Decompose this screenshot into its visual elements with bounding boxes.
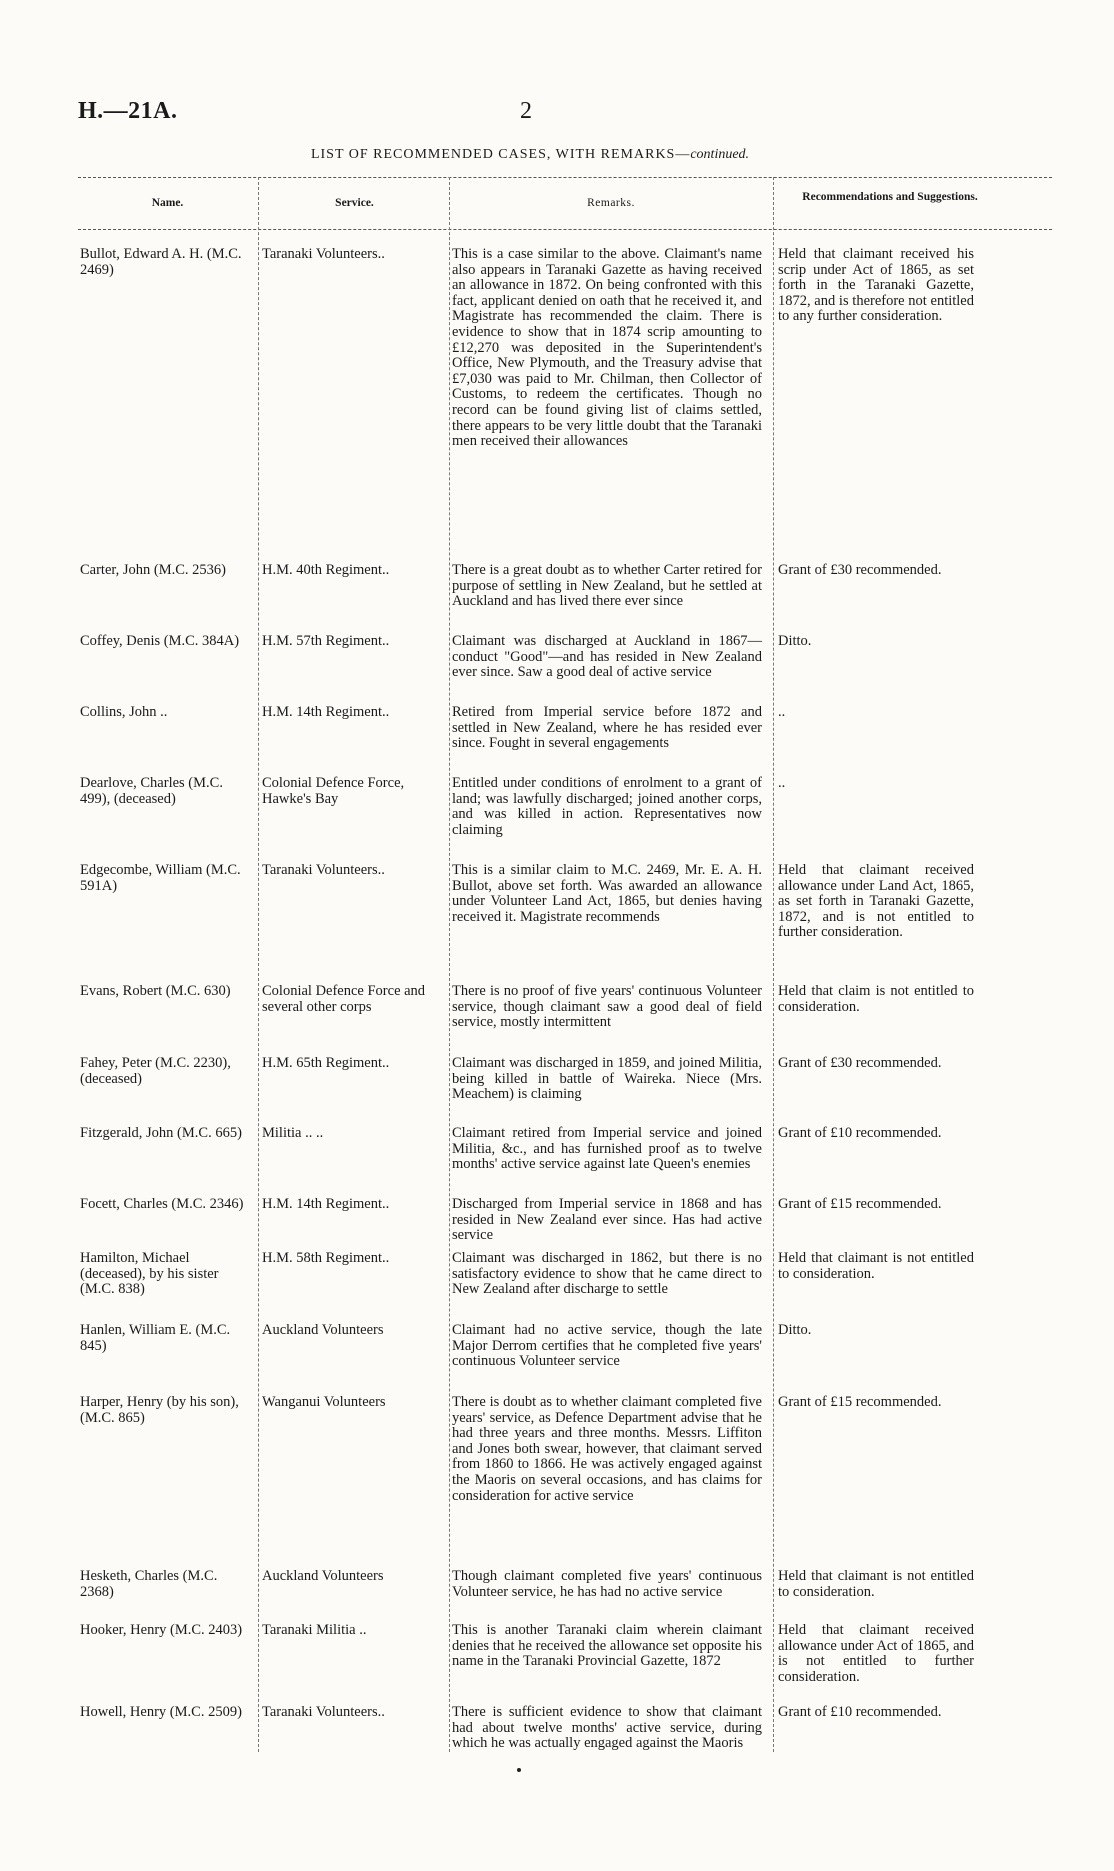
row-name: Howell, Henry (M.C. 2509) [80, 1704, 242, 1720]
row-recommendation: Held that claimant received his scrip under Act of 1865, as set forth in the Taranaki Gazette, 1872, and is therefore not entitled to any further consideration. [778, 246, 974, 325]
row-name: Fahey, Peter (M.C. 2230), (deceased) [80, 1055, 231, 1087]
row-remarks: Claimant was discharged in 1859, and joined Militia, being killed in battle of Waireka. Niece (Mrs. Meachem) is claiming [452, 1055, 762, 1103]
document-reference: H.—21A. [78, 98, 178, 124]
row-recommendation: Grant of £30 recommended. [778, 1055, 942, 1071]
row-service: H.M. 57th Regiment.. [262, 633, 390, 649]
row-recommendation: Grant of £30 recommended. [778, 562, 942, 578]
row-remarks: There is sufficient evidence to show that claimant had about twelve months' active service, during which he was actually engaged against the Maoris [452, 1704, 762, 1752]
title-continued: continued. [690, 147, 750, 162]
column-header-recommendations: Recommendations and Suggestions. [802, 191, 978, 203]
row-service: Wanganui Volunteers [262, 1394, 386, 1410]
page-title [0, 147, 1060, 163]
row-remarks: There is no proof of five years' continuous Volunteer service, though claimant saw a good deal of field service, mostly intermittent [452, 983, 762, 1031]
row-service: H.M. 14th Regiment.. [262, 704, 390, 720]
row-recommendation: .. [778, 704, 786, 720]
row-recommendation: Held that claimant is not entitled to consideration. [778, 1568, 974, 1600]
row-name: Hamilton, Michael (deceased), by his sister (M.C. 838) [80, 1250, 219, 1298]
row-recommendation: Held that claimant received allowance under Act of 1865, and is not entitled to further consideration. [778, 1622, 974, 1685]
row-name: Hooker, Henry (M.C. 2403) [80, 1622, 243, 1638]
row-service: Colonial Defence Force, Hawke's Bay [262, 775, 405, 807]
row-remarks: This is another Taranaki claim wherein claimant denies that he received the allowance set opposite his name in the Taranaki Provincial Gazette, 1872 [452, 1622, 762, 1670]
row-recommendation: Grant of £15 recommended. [778, 1196, 942, 1212]
row-service: H.M. 14th Regiment.. [262, 1196, 390, 1212]
row-service: Auckland Volunteers [262, 1568, 384, 1584]
row-service: Auckland Volunteers [262, 1322, 384, 1338]
row-name: Evans, Robert (M.C. 630) [80, 983, 231, 999]
column-header-service: Service. [335, 197, 374, 209]
column-header-name: Name. [151, 197, 184, 209]
row-remarks: There is a great doubt as to whether Carter retired for purpose of settling in New Zealand, but he settled at Auckland and has lived there ever since [452, 562, 762, 610]
row-service: Militia .. .. [262, 1125, 324, 1141]
row-recommendation: Grant of £10 recommended. [778, 1704, 942, 1720]
row-recommendation: Ditto. [778, 633, 812, 649]
row-name: Fitzgerald, John (M.C. 665) [80, 1125, 242, 1141]
column-divider-3 [773, 177, 774, 1752]
header-bottom-rule [78, 229, 1052, 230]
row-remarks: Claimant had no active service, though the late Major Derrom certifies that he completed five years' continuous Volunteer service [452, 1322, 762, 1370]
row-recommendation: .. [778, 775, 786, 791]
row-recommendation: Grant of £15 recommended. [778, 1394, 942, 1410]
row-remarks: Though claimant completed five years' continuous Volunteer service, he has had no active service [452, 1568, 762, 1600]
row-service: Colonial Defence Force and several other corps [262, 983, 426, 1015]
row-recommendation: Held that claimant is not entitled to consideration. [778, 1250, 974, 1282]
row-service: Taranaki Volunteers.. [262, 1704, 385, 1720]
row-service: Taranaki Militia .. [262, 1622, 367, 1638]
row-recommendation: Held that claimant received allowance under Land Act, 1865, as set forth in Taranaki Gazette, 1872, and is not entitled to further consideration. [778, 862, 974, 941]
title-text: LIST OF RECOMMENDED CASES, WITH REMARKS— [310, 147, 691, 162]
row-name: Focett, Charles (M.C. 2346) [80, 1196, 244, 1212]
row-service: H.M. 40th Regiment.. [262, 562, 390, 578]
row-recommendation: Held that claim is not entitled to consideration. [778, 983, 974, 1015]
row-recommendation: Ditto. [778, 1322, 812, 1338]
row-service: H.M. 65th Regiment.. [262, 1055, 390, 1071]
row-name: Edgecombe, William (M.C. 591A) [80, 862, 241, 894]
row-service: H.M. 58th Regiment.. [262, 1250, 390, 1266]
row-name: Bullot, Edward A. H. (M.C. 2469) [80, 246, 242, 278]
column-divider-1 [258, 177, 259, 1752]
row-service: Taranaki Volunteers.. [262, 246, 385, 262]
row-remarks: Discharged from Imperial service in 1868 and has resided in New Zealand ever since. Has had active service [452, 1196, 762, 1244]
row-name: Collins, John .. [80, 704, 168, 720]
row-remarks: Retired from Imperial service before 1872 and settled in New Zealand, where he has resided ever since. Fought in several engagements [452, 704, 762, 752]
header-top-rule [78, 177, 1052, 178]
page-number: 2 [520, 98, 532, 124]
row-remarks: There is doubt as to whether claimant completed five years' service, as Defence Department advise that he had three years and three months. Messrs. Liffiton and Jones both swear, however, that claimant served from 1860 to 1866. He was actively engaged against the Maoris on several occasions, and has claims for consideration for active service [452, 1394, 762, 1504]
row-name: Harper, Henry (by his son), (M.C. 865) [80, 1394, 239, 1426]
row-remarks: Claimant was discharged in 1862, but there is no satisfactory evidence to show that he came direct to New Zealand after discharge to settle [452, 1250, 762, 1298]
row-remarks: Claimant retired from Imperial service and joined Militia, &c., and has furnished proof as to twelve months' active service against late Queen's enemies [452, 1125, 762, 1173]
row-remarks: This is a similar claim to M.C. 2469, Mr. E. A. H. Bullot, above set forth. Was awarded an allowance under Volunteer Land Act, 1865, but denies having received it. Magistrate recommends [452, 862, 762, 925]
row-name: Carter, John (M.C. 2536) [80, 562, 227, 578]
row-remarks: Claimant was discharged at Auckland in 1867—conduct "Good"—and has resided in New Zealand ever since. Saw a good deal of active service [452, 633, 762, 681]
row-name: Dearlove, Charles (M.C. 499), (deceased) [80, 775, 223, 807]
row-name: Hanlen, William E. (M.C. 845) [80, 1322, 231, 1354]
row-remarks: Entitled under conditions of enrolment to a grant of land; was lawfully discharged; joined another corps, and was killed in action. Representatives now claiming [452, 775, 762, 838]
page-dot [517, 1768, 521, 1772]
column-divider-2 [449, 177, 450, 1752]
row-remarks: This is a case similar to the above. Claimant's name also appears in Taranaki Gazette as having received an allowance in 1872. On being confronted with this fact, applicant denied on oath that he received it, and Magistrate has recommended the claim. There is evidence to show that in 1874 scrip amounting to £12,270 was deposited in the Superintendent's Office, New Plymouth, and the Treasury advise that £7,030 was paid to Mr. Chilman, then Collector of Customs, to redeem the certificates. Though no record can be found giving list of claims settled, there appears to be very little doubt that the Taranaki men received their allowances [452, 246, 762, 450]
row-recommendation: Grant of £10 recommended. [778, 1125, 942, 1141]
row-service: Taranaki Volunteers.. [262, 862, 385, 878]
column-header-remarks: Remarks. [587, 197, 635, 209]
row-name: Coffey, Denis (M.C. 384A) [80, 633, 240, 649]
row-name: Hesketh, Charles (M.C. 2368) [80, 1568, 218, 1600]
